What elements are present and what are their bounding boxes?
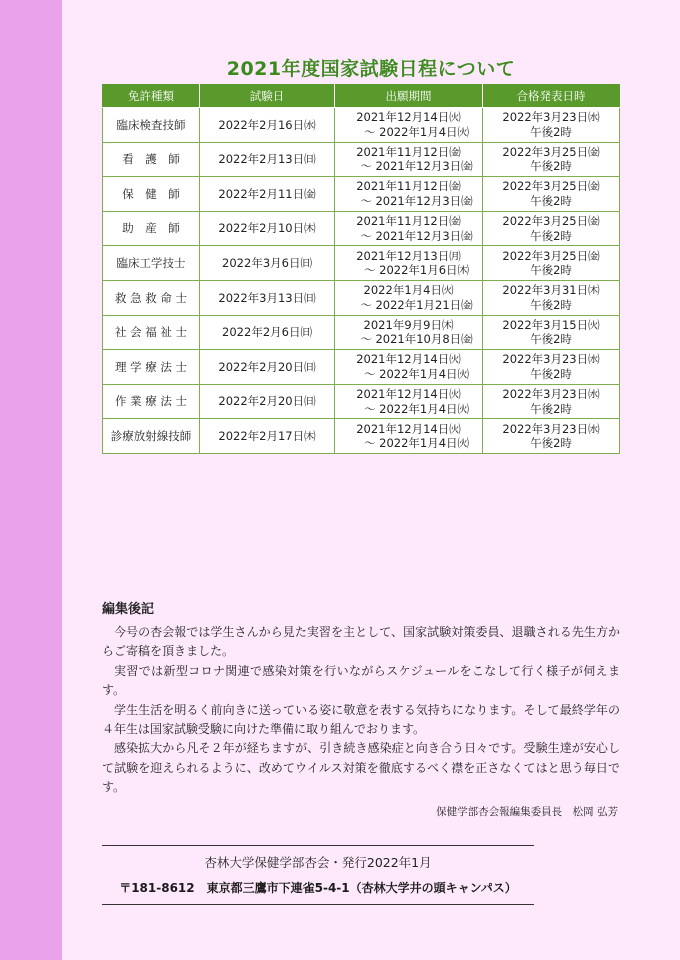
period-end: ～ 2022年1月21日㈮ <box>360 297 473 312</box>
header-license-type: 免許種類 <box>103 85 200 108</box>
result-date-cell <box>483 350 620 385</box>
exam-date-cell: 2022年2月20日㈰ <box>200 384 335 419</box>
license-type-cell: 臨床検査技師 <box>103 108 200 143</box>
afterword-paragraph: 実習では新型コロナ関連で感染対策を行いながらスケジュールをこなして行く様子が伺えます。 <box>102 663 620 698</box>
result-date: 2022年3月25日㈮ <box>502 144 600 159</box>
license-type-cell: 診療放射線技師 <box>103 419 200 454</box>
header-exam-date: 試験日 <box>200 85 335 108</box>
application-period-cell <box>335 350 483 385</box>
divider-bottom <box>102 904 534 905</box>
table-row <box>103 108 620 143</box>
result-time: 午後2時 <box>530 193 572 208</box>
application-period-cell <box>335 211 483 246</box>
afterword-signature: 保健学部杏会報編集委員長 松岡 弘芳 <box>436 805 618 818</box>
table-row <box>103 211 620 246</box>
result-time: 午後2時 <box>530 401 572 416</box>
publisher-line: 杏林大学保健学部杏会・発行2022年1月 <box>204 855 432 870</box>
result-date-cell <box>483 419 620 454</box>
period-end: ～ 2021年10月8日㈮ <box>360 332 473 347</box>
exam-date-cell: 2022年2月17日㈭ <box>200 419 335 454</box>
result-date: 2022年3月23日㈬ <box>502 110 600 125</box>
period-start: 2021年12月14日㈫ <box>356 387 461 402</box>
application-period-cell <box>335 177 483 212</box>
header-result-date: 合格発表日時 <box>483 85 620 108</box>
period-start: 2021年12月14日㈫ <box>356 421 461 436</box>
table-row <box>103 177 620 212</box>
result-date: 2022年3月23日㈬ <box>502 387 600 402</box>
license-type-cell: 保 健 師 <box>103 177 200 212</box>
result-date-cell <box>483 280 620 315</box>
publisher-address: 〒181-8612 東京都三鷹市下連雀5-4-1（杏林大学井の頭キャンパス） <box>119 881 517 895</box>
license-type-cell: 看 護 師 <box>103 142 200 177</box>
result-date-cell <box>483 384 620 419</box>
license-type-cell: 理 学 療 法 士 <box>103 350 200 385</box>
afterword-section <box>102 598 620 819</box>
application-period-cell <box>335 315 483 350</box>
table-row <box>103 419 620 454</box>
result-date: 2022年3月25日㈮ <box>502 248 600 263</box>
header-application-period: 出願期間 <box>335 85 483 108</box>
period-end: ～ 2022年1月4日㈫ <box>363 366 470 381</box>
exam-date-cell: 2022年2月13日㈰ <box>200 142 335 177</box>
license-type-cell: 救 急 救 命 士 <box>103 280 200 315</box>
exam-date-cell: 2022年3月13日㈰ <box>200 280 335 315</box>
period-start: 2021年12月13日㈪ <box>356 248 461 263</box>
result-date: 2022年3月31日㈭ <box>502 283 600 298</box>
result-date-cell <box>483 177 620 212</box>
result-date-cell <box>483 108 620 143</box>
license-type-cell: 助 産 師 <box>103 211 200 246</box>
application-period-cell <box>335 246 483 281</box>
afterword-paragraph: 学生生活を明るく前向きに送っている姿に敬意を表する気持ちになります。そして最終学年の４年生は国家試験受験に向けた準備に取り組んでおります。 <box>102 702 620 737</box>
period-end: ～ 2021年12月3日㈮ <box>360 228 473 243</box>
application-period-cell <box>335 142 483 177</box>
period-start: 2021年12月14日㈫ <box>356 352 461 367</box>
period-start: 2021年11月12日㈮ <box>356 179 461 194</box>
period-end: ～ 2022年1月4日㈫ <box>363 401 470 416</box>
result-time: 午後2時 <box>530 124 572 139</box>
application-period-cell <box>335 280 483 315</box>
table-header-row <box>103 85 620 108</box>
table-row <box>103 315 620 350</box>
divider-top <box>102 845 534 846</box>
application-period-cell <box>335 108 483 143</box>
period-start: 2022年1月4日㈫ <box>363 283 454 298</box>
result-time: 午後2時 <box>530 332 572 347</box>
result-time: 午後2時 <box>530 436 572 451</box>
table-row <box>103 142 620 177</box>
exam-schedule-table <box>102 84 620 454</box>
page-title: 2021年度国家試験日程について <box>226 58 516 80</box>
period-end: ～ 2022年1月4日㈫ <box>363 124 470 139</box>
result-time: 午後2時 <box>530 159 572 174</box>
period-end: ～ 2022年1月4日㈫ <box>363 436 470 451</box>
exam-date-cell: 2022年3月6日㈰ <box>200 246 335 281</box>
result-date: 2022年3月25日㈮ <box>502 179 600 194</box>
license-type-cell: 作 業 療 法 士 <box>103 384 200 419</box>
license-type-cell: 社 会 福 祉 士 <box>103 315 200 350</box>
result-date: 2022年3月25日㈮ <box>502 214 600 229</box>
result-date-cell <box>483 211 620 246</box>
afterword-paragraph: 感染拡大から凡そ２年が経ちますが、引き続き感染症と向き合う日々です。受験生達が安心して試験を迎えられるように、改めてウイルス対策を徹底するべく襟を正さなくてはと思う毎日です。 <box>102 741 620 795</box>
period-end: ～ 2022年1月6日㈭ <box>363 263 470 278</box>
license-type-cell: 臨床工学技士 <box>103 246 200 281</box>
period-start: 2021年9月9日㈭ <box>363 317 454 332</box>
table-row <box>103 280 620 315</box>
exam-date-cell: 2022年2月16日㈬ <box>200 108 335 143</box>
result-date: 2022年3月23日㈬ <box>502 352 600 367</box>
table-row <box>103 384 620 419</box>
result-date: 2022年3月23日㈬ <box>502 421 600 436</box>
afterword-paragraph: 今号の杏会報では学生さんから見た実習を主として、国家試験対策委員、退職される先生方からご寄稿を頂きました。 <box>102 625 620 659</box>
exam-date-cell: 2022年2月11日㈮ <box>200 177 335 212</box>
table-row <box>103 246 620 281</box>
application-period-cell <box>335 384 483 419</box>
result-date-cell <box>483 142 620 177</box>
exam-date-cell: 2022年2月20日㈰ <box>200 350 335 385</box>
result-date: 2022年3月15日㈫ <box>502 317 600 332</box>
result-date-cell <box>483 315 620 350</box>
period-start: 2021年11月12日㈮ <box>356 144 461 159</box>
period-end: ～ 2021年12月3日㈮ <box>360 159 473 174</box>
result-time: 午後2時 <box>530 366 572 381</box>
result-time: 午後2時 <box>530 228 572 243</box>
period-start: 2021年12月14日㈫ <box>356 110 461 125</box>
application-period-cell <box>335 419 483 454</box>
exam-date-cell: 2022年2月10日㈭ <box>200 211 335 246</box>
period-start: 2021年11月12日㈮ <box>356 214 461 229</box>
result-time: 午後2時 <box>530 297 572 312</box>
period-end: ～ 2021年12月3日㈮ <box>360 193 473 208</box>
result-time: 午後2時 <box>530 263 572 278</box>
afterword-heading: 編集後記 <box>102 602 155 617</box>
exam-date-cell: 2022年2月6日㈰ <box>200 315 335 350</box>
result-date-cell <box>483 246 620 281</box>
side-color-band <box>0 0 62 960</box>
table-row <box>103 350 620 385</box>
